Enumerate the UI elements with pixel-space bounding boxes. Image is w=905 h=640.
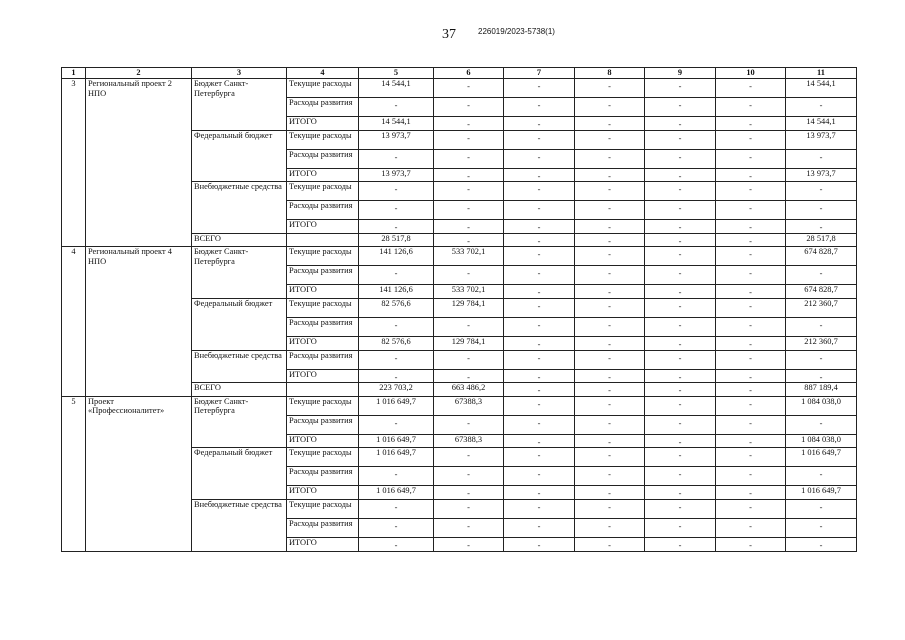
value-cell: - xyxy=(504,317,575,336)
value-cell: - xyxy=(716,201,786,220)
value-cell: - xyxy=(786,415,857,434)
value-cell: - xyxy=(359,369,434,383)
expense-type: ИТОГО xyxy=(287,168,359,182)
value-cell: - xyxy=(575,266,645,285)
expense-type: ИТОГО xyxy=(287,486,359,500)
value-cell: 1 084 038,0 xyxy=(786,396,857,415)
expense-type: ИТОГО xyxy=(287,220,359,234)
value-cell: - xyxy=(434,518,504,537)
value-cell: - xyxy=(786,182,857,201)
value-cell: - xyxy=(434,350,504,369)
value-cell: 67388,3 xyxy=(434,434,504,448)
total-value: 28 517,8 xyxy=(786,233,857,247)
value-cell: - xyxy=(645,537,716,551)
value-cell: - xyxy=(716,182,786,201)
total-value: - xyxy=(716,233,786,247)
expense-type: Расходы развития xyxy=(287,149,359,168)
value-cell: - xyxy=(716,350,786,369)
value-cell: - xyxy=(575,448,645,467)
column-header: 10 xyxy=(716,68,786,79)
value-cell: - xyxy=(575,396,645,415)
value-cell: - xyxy=(716,285,786,299)
value-cell: - xyxy=(434,467,504,486)
value-cell: - xyxy=(716,518,786,537)
value-cell: - xyxy=(575,168,645,182)
column-header: 7 xyxy=(504,68,575,79)
value-cell: - xyxy=(359,467,434,486)
value-cell: - xyxy=(575,317,645,336)
value-cell: 82 576,6 xyxy=(359,336,434,350)
value-cell: - xyxy=(504,486,575,500)
value-cell: - xyxy=(645,336,716,350)
value-cell: 13 973,7 xyxy=(359,168,434,182)
value-cell: - xyxy=(575,467,645,486)
value-cell: - xyxy=(716,117,786,131)
expense-type: ИТОГО xyxy=(287,336,359,350)
expense-type: ИТОГО xyxy=(287,434,359,448)
value-cell: - xyxy=(716,486,786,500)
value-cell: - xyxy=(645,396,716,415)
value-cell: - xyxy=(575,415,645,434)
value-cell: - xyxy=(434,182,504,201)
expense-type: Текущие расходы xyxy=(287,182,359,201)
total-value: - xyxy=(434,233,504,247)
value-cell: 82 576,6 xyxy=(359,298,434,317)
funding-source: Федеральный бюджет xyxy=(192,298,287,350)
value-cell: 533 702,1 xyxy=(434,247,504,266)
value-cell: 13 973,7 xyxy=(359,130,434,149)
funding-source: Бюджет Санкт-Петербурга xyxy=(192,247,287,299)
empty-cell xyxy=(287,383,359,397)
value-cell: 1 016 649,7 xyxy=(359,448,434,467)
funding-source: Бюджет Санкт-Петербурга xyxy=(192,79,287,131)
value-cell: - xyxy=(504,266,575,285)
project-name: Проект «Профессионалитет» xyxy=(86,396,192,551)
value-cell: 14 544,1 xyxy=(786,79,857,98)
value-cell: - xyxy=(645,518,716,537)
value-cell: - xyxy=(716,448,786,467)
value-cell: - xyxy=(645,247,716,266)
value-cell: - xyxy=(434,499,504,518)
value-cell: - xyxy=(359,350,434,369)
funding-source: Федеральный бюджет xyxy=(192,448,287,500)
value-cell: - xyxy=(645,149,716,168)
column-header: 11 xyxy=(786,68,857,79)
value-cell: - xyxy=(504,350,575,369)
value-cell: - xyxy=(575,518,645,537)
value-cell: - xyxy=(359,98,434,117)
document-reference: 226019/2023-5738(1) xyxy=(478,27,555,36)
value-cell: - xyxy=(575,220,645,234)
value-cell: - xyxy=(575,117,645,131)
value-cell: - xyxy=(645,499,716,518)
value-cell: - xyxy=(716,298,786,317)
value-cell: 1 016 649,7 xyxy=(786,486,857,500)
value-cell: 14 544,1 xyxy=(786,117,857,131)
value-cell: - xyxy=(575,298,645,317)
value-cell: - xyxy=(645,79,716,98)
value-cell: - xyxy=(645,285,716,299)
project-name: Региональный проект 4 НПО xyxy=(86,247,192,396)
value-cell: - xyxy=(504,467,575,486)
value-cell: - xyxy=(716,168,786,182)
value-cell: - xyxy=(716,79,786,98)
value-cell: - xyxy=(645,182,716,201)
value-cell: 674 828,7 xyxy=(786,285,857,299)
project-number: 3 xyxy=(62,79,86,247)
expense-type: Расходы развития xyxy=(287,415,359,434)
expense-type: Текущие расходы xyxy=(287,247,359,266)
value-cell: - xyxy=(645,415,716,434)
value-cell: - xyxy=(645,201,716,220)
column-header: 6 xyxy=(434,68,504,79)
value-cell: - xyxy=(504,220,575,234)
value-cell: 212 360,7 xyxy=(786,336,857,350)
value-cell: - xyxy=(434,537,504,551)
expense-type: Текущие расходы xyxy=(287,130,359,149)
value-cell: 141 126,6 xyxy=(359,285,434,299)
value-cell: - xyxy=(786,220,857,234)
value-cell: - xyxy=(434,415,504,434)
value-cell: - xyxy=(786,98,857,117)
value-cell: - xyxy=(716,396,786,415)
expense-type: Текущие расходы xyxy=(287,79,359,98)
total-value: - xyxy=(645,233,716,247)
value-cell: - xyxy=(504,182,575,201)
value-cell: 1 016 649,7 xyxy=(359,396,434,415)
total-value: - xyxy=(716,383,786,397)
value-cell: - xyxy=(504,518,575,537)
value-cell: - xyxy=(504,434,575,448)
value-cell: - xyxy=(504,201,575,220)
expense-type: Расходы развития xyxy=(287,518,359,537)
total-value: 28 517,8 xyxy=(359,233,434,247)
expense-type: ИТОГО xyxy=(287,285,359,299)
expense-type: Расходы развития xyxy=(287,350,359,369)
value-cell: - xyxy=(434,98,504,117)
value-cell: - xyxy=(716,266,786,285)
value-cell: 13 973,7 xyxy=(786,168,857,182)
value-cell: 67388,3 xyxy=(434,396,504,415)
value-cell: - xyxy=(786,266,857,285)
value-cell: - xyxy=(504,448,575,467)
value-cell: - xyxy=(504,537,575,551)
value-cell: - xyxy=(575,247,645,266)
total-value: - xyxy=(575,233,645,247)
value-cell: - xyxy=(434,130,504,149)
total-value: 663 486,2 xyxy=(434,383,504,397)
value-cell: - xyxy=(575,434,645,448)
value-cell: - xyxy=(434,220,504,234)
value-cell: - xyxy=(575,130,645,149)
value-cell: - xyxy=(359,415,434,434)
value-cell: - xyxy=(434,168,504,182)
project-number: 5 xyxy=(62,396,86,551)
value-cell: 533 702,1 xyxy=(434,285,504,299)
value-cell: - xyxy=(786,369,857,383)
value-cell: - xyxy=(716,220,786,234)
expense-type: ИТОГО xyxy=(287,117,359,131)
value-cell: - xyxy=(359,201,434,220)
total-label: ВСЕГО xyxy=(192,383,287,397)
value-cell: - xyxy=(359,220,434,234)
value-cell: - xyxy=(716,415,786,434)
total-value: - xyxy=(504,383,575,397)
value-cell: - xyxy=(504,79,575,98)
value-cell: - xyxy=(359,518,434,537)
value-cell: - xyxy=(504,396,575,415)
table-row xyxy=(62,247,857,266)
value-cell: - xyxy=(575,486,645,500)
value-cell: - xyxy=(575,350,645,369)
total-label: ВСЕГО xyxy=(192,233,287,247)
value-cell: - xyxy=(645,350,716,369)
total-value: - xyxy=(645,383,716,397)
value-cell: - xyxy=(359,182,434,201)
value-cell: - xyxy=(786,518,857,537)
value-cell: - xyxy=(716,247,786,266)
value-cell: - xyxy=(434,149,504,168)
column-header: 8 xyxy=(575,68,645,79)
value-cell: - xyxy=(575,79,645,98)
total-value: - xyxy=(504,233,575,247)
page-number: 37 xyxy=(442,27,456,42)
value-cell: - xyxy=(645,130,716,149)
value-cell: - xyxy=(504,149,575,168)
value-cell: - xyxy=(716,336,786,350)
value-cell: - xyxy=(504,98,575,117)
value-cell: - xyxy=(645,220,716,234)
value-cell: - xyxy=(716,149,786,168)
value-cell: - xyxy=(504,336,575,350)
value-cell: - xyxy=(786,537,857,551)
column-header: 2 xyxy=(86,68,192,79)
expense-type: Расходы развития xyxy=(287,317,359,336)
value-cell: 14 544,1 xyxy=(359,79,434,98)
value-cell: - xyxy=(359,537,434,551)
value-cell: - xyxy=(716,130,786,149)
project-number: 4 xyxy=(62,247,86,396)
value-cell: - xyxy=(645,448,716,467)
header-row xyxy=(62,68,857,79)
total-value: 887 189,4 xyxy=(786,383,857,397)
value-cell: - xyxy=(575,182,645,201)
funding-source: Внебюджетные средства xyxy=(192,350,287,383)
value-cell: - xyxy=(645,467,716,486)
value-cell: - xyxy=(716,369,786,383)
expense-type: Текущие расходы xyxy=(287,298,359,317)
value-cell: - xyxy=(645,266,716,285)
funding-source: Внебюджетные средства xyxy=(192,182,287,234)
funding-source: Внебюджетные средства xyxy=(192,499,287,551)
value-cell: 129 784,1 xyxy=(434,336,504,350)
value-cell: 14 544,1 xyxy=(359,117,434,131)
value-cell: - xyxy=(716,434,786,448)
table-row xyxy=(62,396,857,415)
value-cell: 1 016 649,7 xyxy=(359,434,434,448)
value-cell: - xyxy=(786,317,857,336)
value-cell: - xyxy=(434,201,504,220)
expense-type: Текущие расходы xyxy=(287,396,359,415)
value-cell: - xyxy=(504,415,575,434)
value-cell: - xyxy=(434,266,504,285)
value-cell: - xyxy=(504,168,575,182)
value-cell: - xyxy=(359,317,434,336)
value-cell: - xyxy=(434,448,504,467)
value-cell: - xyxy=(645,168,716,182)
value-cell: - xyxy=(504,499,575,518)
value-cell: 1 016 649,7 xyxy=(786,448,857,467)
value-cell: - xyxy=(434,317,504,336)
column-header: 9 xyxy=(645,68,716,79)
value-cell: - xyxy=(645,317,716,336)
value-cell: 141 126,6 xyxy=(359,247,434,266)
value-cell: - xyxy=(434,369,504,383)
value-cell: - xyxy=(786,350,857,369)
expense-type: Расходы развития xyxy=(287,201,359,220)
value-cell: 129 784,1 xyxy=(434,298,504,317)
value-cell: - xyxy=(716,317,786,336)
empty-cell xyxy=(287,233,359,247)
expense-type: Расходы развития xyxy=(287,98,359,117)
value-cell: - xyxy=(575,98,645,117)
value-cell: - xyxy=(504,298,575,317)
value-cell: - xyxy=(504,130,575,149)
value-cell: - xyxy=(645,117,716,131)
value-cell: - xyxy=(575,499,645,518)
value-cell: - xyxy=(504,117,575,131)
value-cell: - xyxy=(504,369,575,383)
project-name: Региональный проект 2 НПО xyxy=(86,79,192,247)
funding-source: Бюджет Санкт-Петербурга xyxy=(192,396,287,448)
value-cell: - xyxy=(575,201,645,220)
value-cell: - xyxy=(434,486,504,500)
value-cell: - xyxy=(575,537,645,551)
value-cell: - xyxy=(575,149,645,168)
expense-type: ИТОГО xyxy=(287,537,359,551)
column-header: 1 xyxy=(62,68,86,79)
value-cell: - xyxy=(786,467,857,486)
value-cell: - xyxy=(504,285,575,299)
value-cell: - xyxy=(575,336,645,350)
value-cell: - xyxy=(645,98,716,117)
value-cell: 212 360,7 xyxy=(786,298,857,317)
value-cell: 1 016 649,7 xyxy=(359,486,434,500)
value-cell: - xyxy=(575,285,645,299)
column-header: 4 xyxy=(287,68,359,79)
value-cell: - xyxy=(359,499,434,518)
value-cell: 13 973,7 xyxy=(786,130,857,149)
value-cell: - xyxy=(359,149,434,168)
value-cell: - xyxy=(504,247,575,266)
value-cell: - xyxy=(716,467,786,486)
value-cell: - xyxy=(575,369,645,383)
total-value: - xyxy=(575,383,645,397)
expense-type: Текущие расходы xyxy=(287,499,359,518)
column-header: 5 xyxy=(359,68,434,79)
value-cell: - xyxy=(359,266,434,285)
expense-type: Расходы развития xyxy=(287,266,359,285)
value-cell: - xyxy=(645,434,716,448)
value-cell: - xyxy=(786,201,857,220)
column-header: 3 xyxy=(192,68,287,79)
expense-type: ИТОГО xyxy=(287,369,359,383)
value-cell: - xyxy=(716,499,786,518)
table-row xyxy=(62,79,857,98)
value-cell: 1 084 038,0 xyxy=(786,434,857,448)
total-value: 223 703,2 xyxy=(359,383,434,397)
value-cell: - xyxy=(434,117,504,131)
value-cell: - xyxy=(645,369,716,383)
value-cell: - xyxy=(716,537,786,551)
value-cell: - xyxy=(434,79,504,98)
value-cell: - xyxy=(786,499,857,518)
value-cell: - xyxy=(645,486,716,500)
funding-source: Федеральный бюджет xyxy=(192,130,287,182)
value-cell: - xyxy=(645,298,716,317)
value-cell: 674 828,7 xyxy=(786,247,857,266)
expense-type: Расходы развития xyxy=(287,467,359,486)
value-cell: - xyxy=(786,149,857,168)
value-cell: - xyxy=(716,98,786,117)
budget-table xyxy=(61,67,857,552)
expense-type: Текущие расходы xyxy=(287,448,359,467)
